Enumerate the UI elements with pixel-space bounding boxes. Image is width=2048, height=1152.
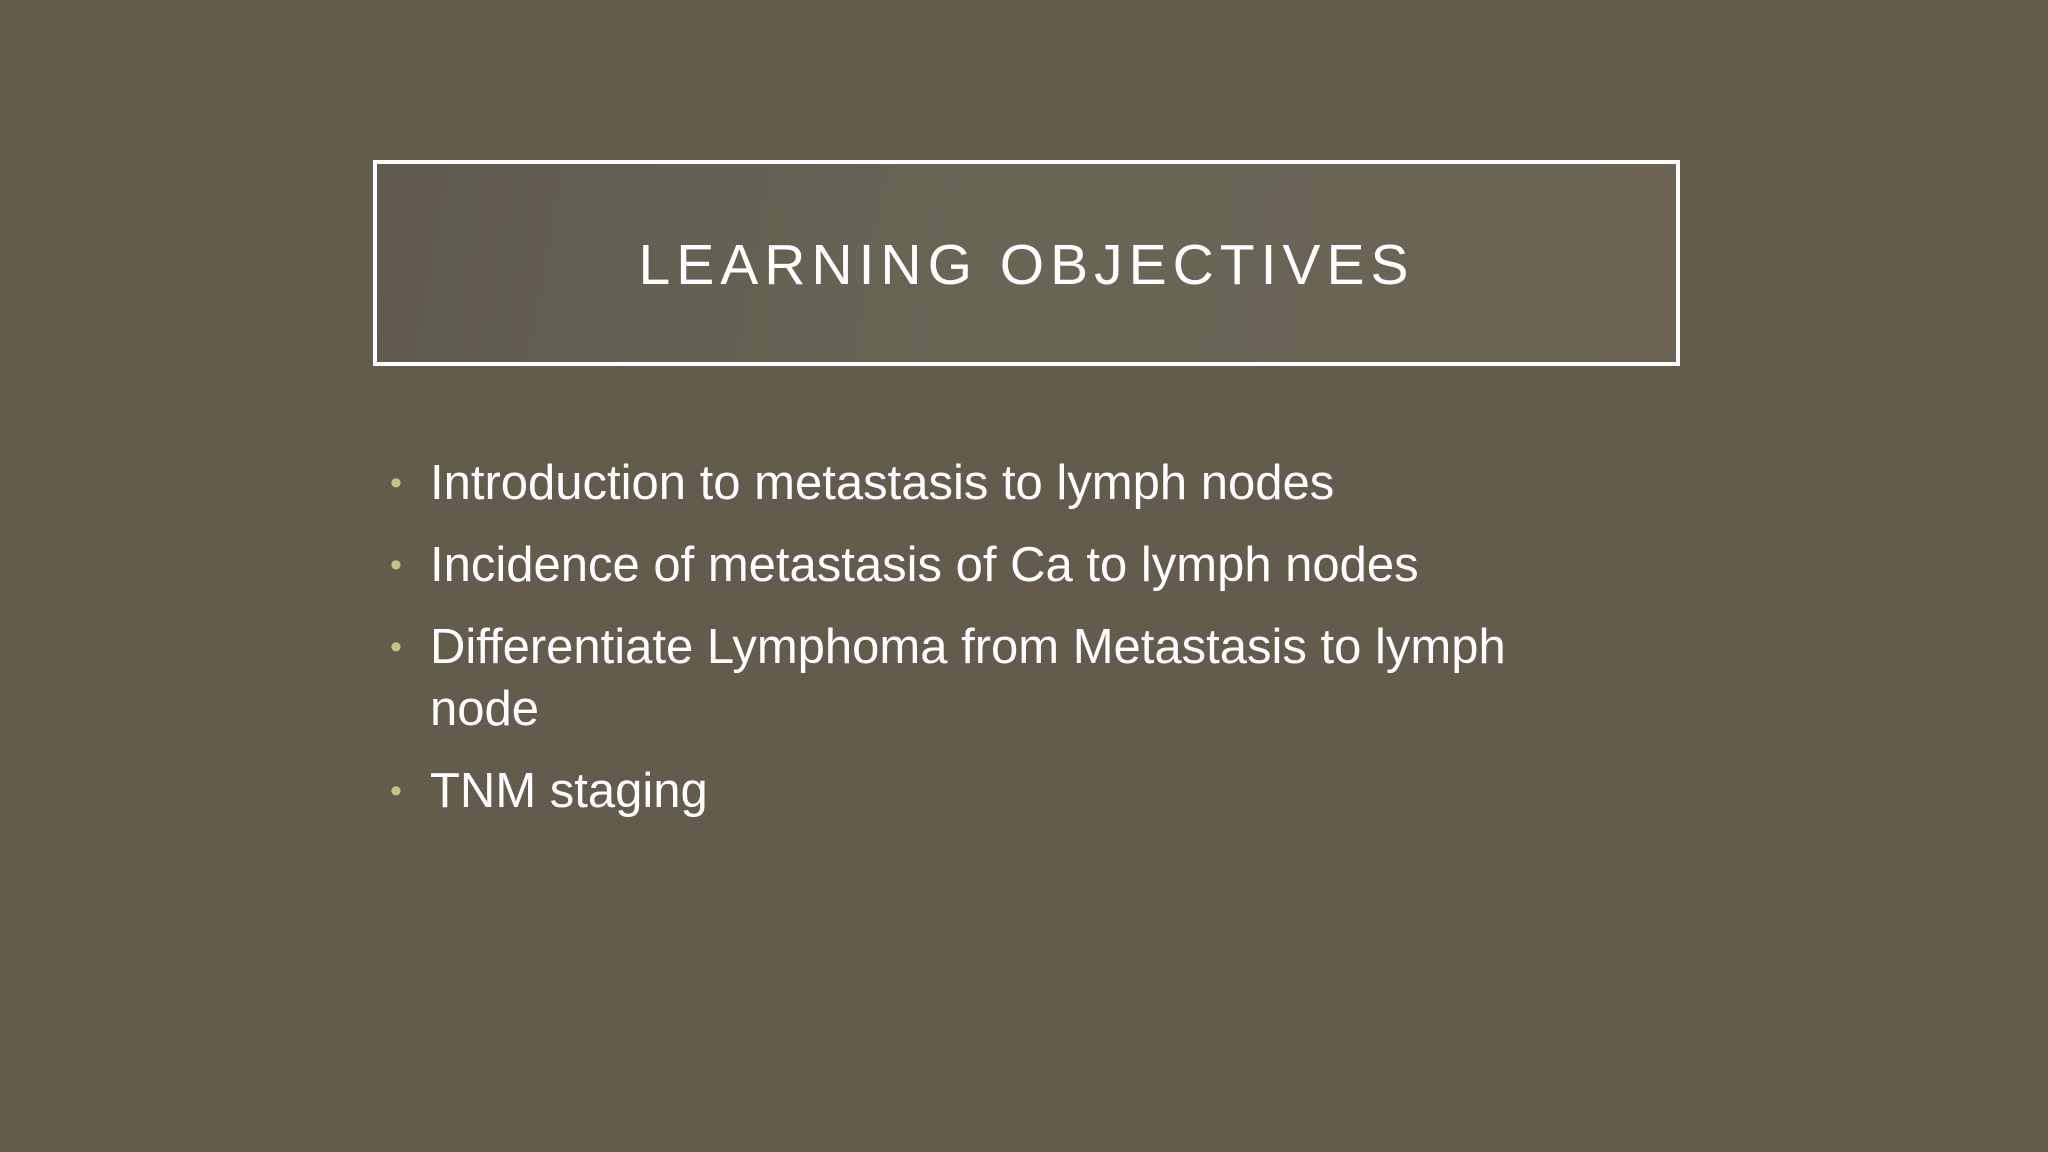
bullet-dot-icon: • xyxy=(390,772,402,810)
bullet-item xyxy=(390,616,1590,740)
bullet-dot-icon: • xyxy=(390,464,402,502)
bullet-text: Incidence of metastasis of Ca to lymph nodes xyxy=(430,538,1419,592)
slide-title: LEARNING OBJECTIVES xyxy=(638,233,1415,297)
bullet-item xyxy=(390,452,1590,514)
bullet-item xyxy=(390,760,1590,822)
bullet-text: TNM staging xyxy=(430,764,708,818)
bullet-dot-icon: • xyxy=(390,628,402,666)
bullet-item xyxy=(390,534,1590,596)
title-box xyxy=(373,160,1680,366)
bullet-text: Introduction to metastasis to lymph nodes xyxy=(430,456,1335,510)
bullet-list xyxy=(390,452,1590,842)
bullet-dot-icon: • xyxy=(390,546,402,584)
bullet-text: Differentiate Lymphoma from Metastasis to lymph node xyxy=(430,620,1506,736)
